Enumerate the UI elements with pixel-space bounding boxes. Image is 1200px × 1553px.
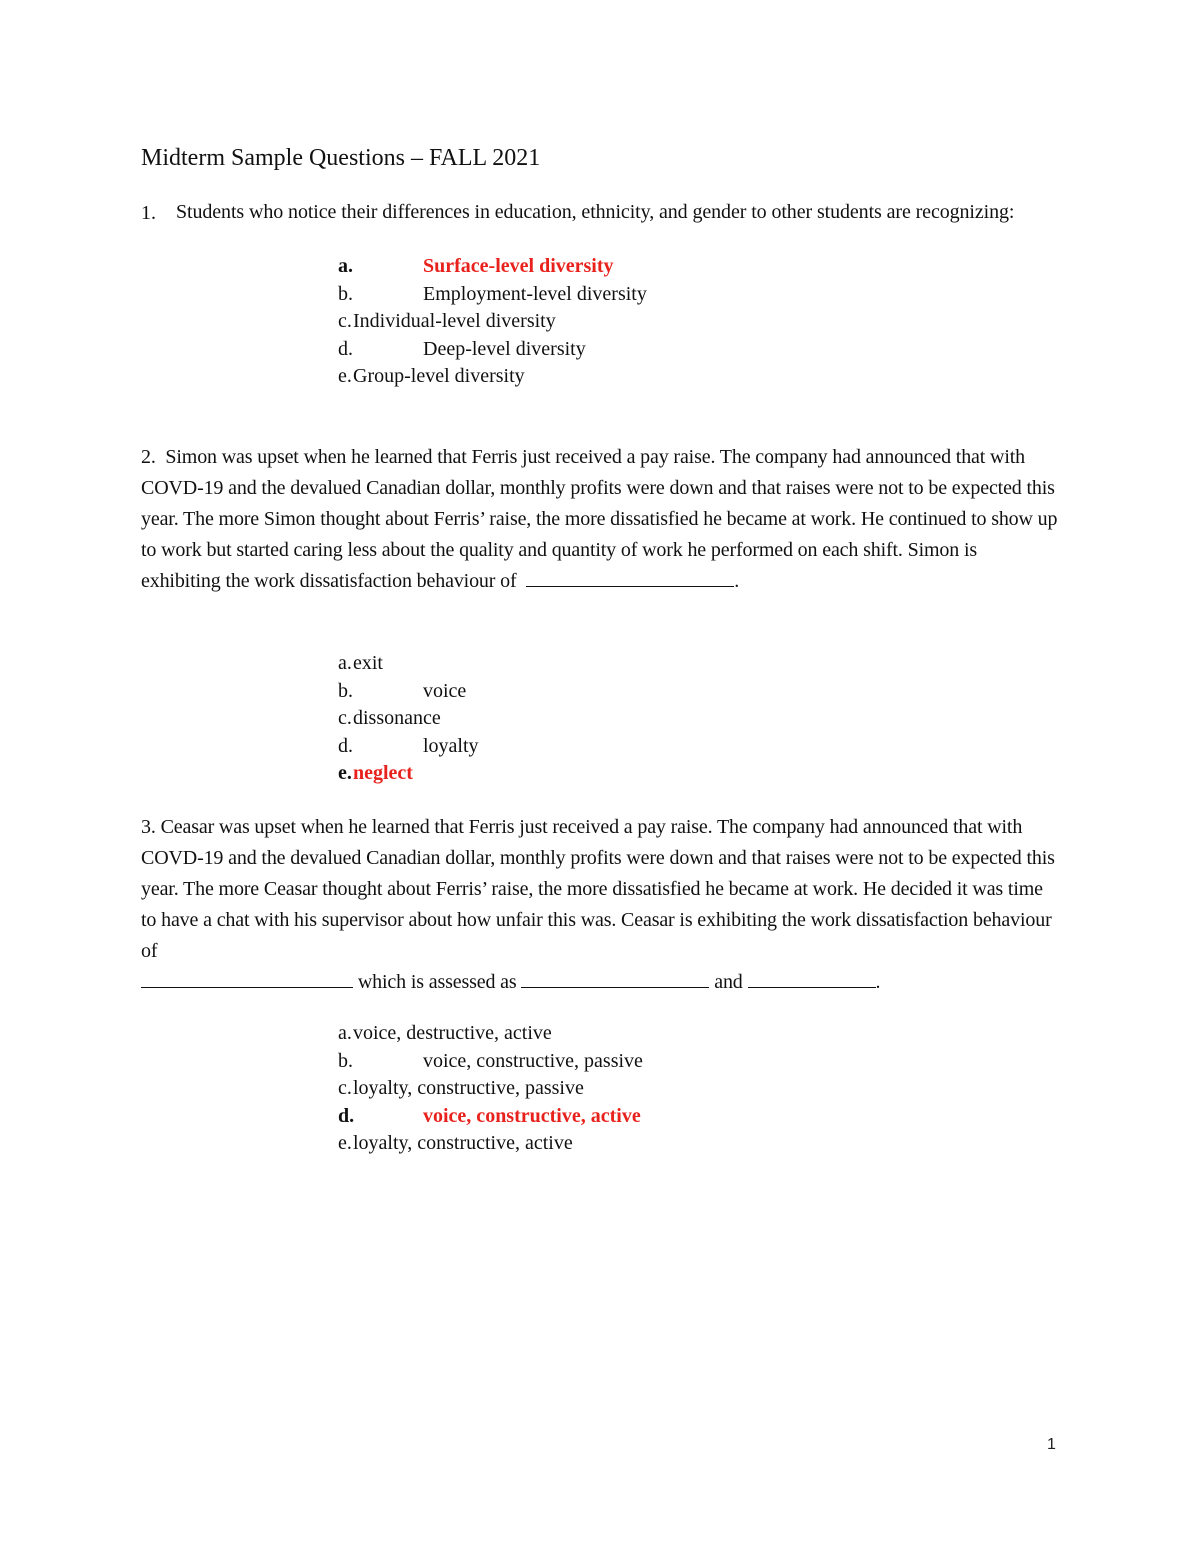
question-2-text: Simon was upset when he learned that Ferris just received a pay raise. The company had announced that with COVD-19 and the devalued Canadian dollar, monthly profits were down and that raises were not to be expected this year. The more Simon thought about Ferris’ raise, the more dissatisfied he became at work. He continued to show up to work but started caring less about the quality and quantity of work he performed on each shift. Simon is exhibiting the work dissatisfaction behaviour of — [141, 446, 1058, 592]
option-text: Surface-level diversity — [423, 255, 614, 277]
option-text: loyalty, constructive, passive — [353, 1077, 584, 1100]
option-letter: d. — [338, 337, 353, 360]
question-3-mid: which is assessed as — [357, 971, 517, 993]
option-text: Individual-level diversity — [353, 310, 556, 333]
answer-blank-behaviour — [141, 969, 353, 988]
option-text: loyalty, constructive, active — [353, 1132, 573, 1155]
option-letter: e. — [338, 1132, 352, 1155]
question-2-number: 2. — [141, 446, 156, 468]
option-text: neglect — [353, 762, 413, 785]
option-text: voice, destructive, active — [353, 1022, 552, 1044]
option-letter: e. — [338, 762, 352, 785]
answer-blank — [526, 568, 734, 587]
question-3-text: Ceasar was upset when he learned that Ferris just received a pay raise. The company had announced that with COVD-19 and the devalued Canadian dollar, monthly profits were down and that raises were not to be expected this year. The more Ceasar thought about Ferris’ raise, the more dissatisfied he became at work. He decided it was time to have a chat with his supervisor about how unfair this was. Ceasar is exhibiting the work dissatisfaction behaviour of — [141, 816, 1055, 962]
page-title: Midterm Sample Questions – FALL 2021 — [141, 145, 541, 171]
option-letter: a. — [338, 255, 353, 277]
option-text: voice, constructive, active — [423, 1104, 641, 1127]
option-letter: a. — [338, 1022, 352, 1044]
option-letter: e. — [338, 365, 352, 388]
option-text: voice — [423, 679, 467, 702]
question-2 — [141, 442, 1061, 597]
option-letter: b. — [338, 679, 353, 702]
question-3 — [141, 812, 1061, 998]
option-text: dissonance — [353, 707, 441, 730]
option-letter: c. — [338, 1077, 352, 1100]
option-text: exit — [353, 652, 383, 674]
option-text: Employment-level diversity — [423, 282, 647, 305]
option-letter: a. — [338, 652, 352, 674]
option-letter: d. — [338, 734, 353, 757]
question-1-text: Students who notice their differences in education, ethnicity, and gender to other students are recognizing: — [176, 201, 1015, 223]
question-3-and: and — [714, 971, 743, 993]
option-letter: b. — [338, 282, 353, 305]
option-letter: c. — [338, 310, 352, 333]
question-3-number: 3. — [141, 816, 156, 838]
option-text: Group-level diversity — [353, 365, 525, 388]
answer-blank-assessment-1 — [521, 969, 709, 988]
option-text: voice, constructive, passive — [423, 1049, 643, 1072]
page-number: 1 — [1047, 1436, 1056, 1453]
question-1-number: 1. — [141, 202, 156, 224]
option-letter: d. — [338, 1104, 355, 1127]
option-letter: b. — [338, 1049, 353, 1072]
question-2-end: . — [734, 570, 740, 592]
question-3-end: . — [875, 971, 881, 993]
option-text: Deep-level diversity — [423, 337, 586, 360]
answer-blank-assessment-2 — [748, 969, 876, 988]
option-text: loyalty — [423, 734, 479, 757]
option-letter: c. — [338, 707, 352, 730]
